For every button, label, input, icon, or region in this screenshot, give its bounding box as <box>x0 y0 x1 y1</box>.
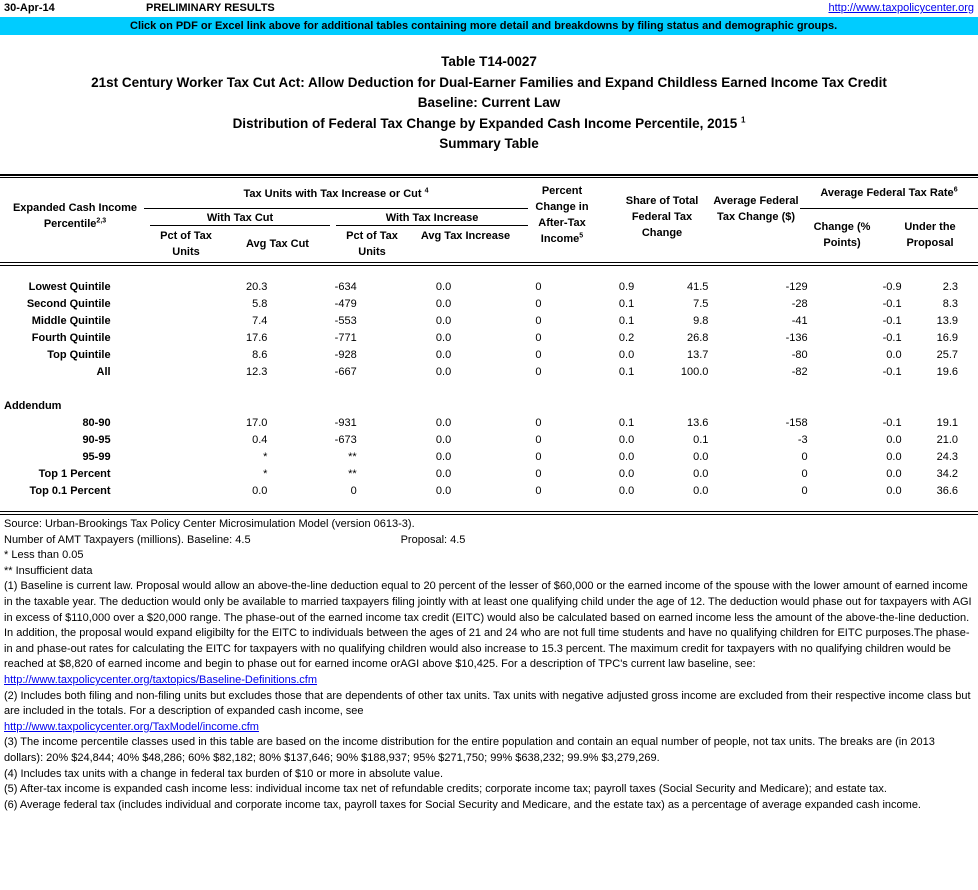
table-row <box>0 364 978 381</box>
table-cell: -158 <box>785 417 808 429</box>
table-cell: 0.0 <box>618 349 635 361</box>
row-label: Second Quintile <box>26 298 111 310</box>
table-cell: 7.4 <box>252 315 268 327</box>
table-cell: 0.1 <box>618 417 635 429</box>
table-cell: ** <box>348 468 357 480</box>
footnote-1: (1) Baseline is current law. Proposal would allow an above-the-line deduction equal to 20 percent of the lesser of $60,000 or the earned income of the spouse with the lower amount of earned income in the taxable year. The deduction would only be available to married taxpayers filing jointly with at least one qualifying child under the age of 12. The deduction would phase out for taxpayers with AGI in excess of $110,000 over a $20,000 range. The phase-out of the earned income tax credit (EITC) would also be calculated based on earned income less the amount of the above-the-line deduction. In addition, the proposal would expand eligibilty for the EITC to individuals between the ages of 21 and 24 who are not full time students and have no qualifying children for EITC purposes.The phase-in and phase-out rates for calculating the EITC for taxpayers with no qualifying children would also increase to 15.3 percent. The maximum credit for taxpayers with no qualifying children would be reached at $8,820 of earned income and begin to phase out for earned income orAGI above $10,425. For a description of TPC's current law baseline, see: <box>4 580 972 671</box>
table-cell: -479 <box>334 298 357 310</box>
row-label: 90-95 <box>82 434 111 446</box>
table-cell: 0.0 <box>435 451 452 463</box>
table-cell: 0.0 <box>618 485 635 497</box>
table-cell: 21.0 <box>936 434 958 446</box>
table-cell: 0.0 <box>886 485 902 497</box>
table-cell: * <box>263 468 268 480</box>
table-cell: 0 <box>801 451 808 463</box>
table-cell: -673 <box>334 434 357 446</box>
row-label: Top Quintile <box>47 349 111 361</box>
footnote-4: (4) Includes tax units with a change in federal tax burden of $10 or more in absolute value. <box>4 767 444 780</box>
table-cell: 0.0 <box>435 281 452 293</box>
top-bar <box>0 0 978 18</box>
table-cell: 0.0 <box>435 315 452 327</box>
tax-units-underline <box>144 208 528 209</box>
table-cell: 19.6 <box>936 366 958 378</box>
table-cell: * <box>263 451 268 463</box>
table-cell: -3 <box>797 434 808 446</box>
table-cell: -931 <box>334 417 357 429</box>
footnotes <box>4 517 976 813</box>
table-cell: 0 <box>350 485 357 497</box>
table-cell: -80 <box>791 349 808 361</box>
table-cell: 0.9 <box>618 281 635 293</box>
table-id: Table T14-0027 <box>441 54 537 69</box>
table-cell: 0.0 <box>886 468 902 480</box>
table-cell: 25.7 <box>936 349 958 361</box>
header-pct-change: Percent Change in After-Tax Income$^5$ <box>535 185 589 245</box>
row-label: Top 0.1 Percent <box>29 485 111 497</box>
table-row <box>0 296 978 313</box>
table-cell: 5.8 <box>252 298 268 310</box>
table-cell: 13.6 <box>687 417 709 429</box>
table-cell: 17.6 <box>245 332 268 344</box>
table-cell: 0.0 <box>693 451 709 463</box>
table-cell: 0.4 <box>252 434 268 446</box>
table-cell: 0.0 <box>886 451 902 463</box>
table-cell: 41.5 <box>687 281 709 293</box>
table-cell: 0.0 <box>435 366 452 378</box>
source-note: Source: Urban-Brookings Tax Policy Center Microsimulation Model (version 0613-3). <box>4 518 415 530</box>
footnote-6: (6) Average federal tax (includes individual and corporate income tax, payroll taxes for Social Security and Medicare, and the estate tax) as a percentage of average expanded cash income. <box>4 798 921 811</box>
header-avg-cut: Avg Tax Cut <box>246 238 309 250</box>
table-cell: 0 <box>801 485 808 497</box>
banner-text: Click on PDF or Excel link above for additional tables containing more detail and breakdowns by filing status and demographic groups. <box>130 20 838 32</box>
header-avg-change: Average Federal Tax Change ($) <box>713 195 799 223</box>
header-pct-units-increase: Pct of Tax Units <box>346 230 398 258</box>
table-cell: 0.0 <box>252 485 268 497</box>
table-name: 21st Century Worker Tax Cut Act: Allow Deduction for Dual-Earner Families and Expand Childless Earned Income Tax Credit <box>91 74 887 90</box>
table-row <box>0 449 978 466</box>
table-cell: 0.0 <box>435 349 452 361</box>
row-label: All <box>96 366 111 378</box>
table-cell: -0.1 <box>882 366 902 378</box>
table-cell: 0.1 <box>618 298 635 310</box>
table-bottom-rule-2 <box>0 514 978 515</box>
table-cell: 0 <box>535 417 542 429</box>
info-banner <box>0 17 978 35</box>
table-cell: 0.2 <box>618 332 635 344</box>
addendum-label: Addendum <box>4 400 62 412</box>
header-tax-units: Tax Units with Tax Increase or Cut $^4$ <box>243 187 429 200</box>
table-cell: -928 <box>334 349 357 361</box>
table-cell: 20.3 <box>245 281 268 293</box>
table-cell: 12.3 <box>245 366 268 378</box>
preliminary-label: PRELIMINARY RESULTS <box>146 2 275 14</box>
table-cell: 0.0 <box>886 434 902 446</box>
amt-note: Number of AMT Taxpayers (millions). Baseline: 4.5 Proposal: 4.5 <box>4 533 466 546</box>
baseline-title: Baseline: Current Law <box>417 95 561 110</box>
header-with-increase: With Tax Increase <box>385 212 479 224</box>
table-cell: -28 <box>791 298 808 310</box>
table-cell: 0 <box>535 298 542 310</box>
table-cell: 34.2 <box>936 468 958 480</box>
footnote-2: (2) Includes both filing and non-filing units but excludes those that are dependents of other tax units. Tax units with negative adjusted gross income are excluded from their respective income class but are included in the totals. For a description of expanded cash income, see <box>4 689 971 718</box>
header-avg-rate: Average Federal Tax Rate$^6$ <box>820 186 958 199</box>
row-label: Lowest Quintile <box>28 281 111 293</box>
table-cell: 0.0 <box>435 434 452 446</box>
table-row <box>0 279 978 296</box>
header-bottom-rule <box>0 262 978 263</box>
table-cell: 17.0 <box>245 417 268 429</box>
table-cell: 9.8 <box>693 315 709 327</box>
row-label: Fourth Quintile <box>31 332 111 344</box>
table-cell: 0 <box>535 434 542 446</box>
table-cell: -82 <box>791 366 808 378</box>
table-cell: 0 <box>535 451 542 463</box>
table-cell: 0 <box>535 468 542 480</box>
table-row <box>0 347 978 364</box>
table-cell: -553 <box>334 315 357 327</box>
table-row <box>0 330 978 347</box>
table-row <box>0 483 978 500</box>
table-cell: -129 <box>785 281 808 293</box>
table-cell: -0.9 <box>882 281 902 293</box>
table-cell: -136 <box>785 332 808 344</box>
table-cell: 0 <box>801 468 808 480</box>
table-row <box>0 466 978 483</box>
table-cell: 26.8 <box>687 332 709 344</box>
table-cell: 0.1 <box>693 434 709 446</box>
header-with-cut: With Tax Cut <box>206 212 274 224</box>
row-label: 95-99 <box>82 451 111 463</box>
table-cell: 0.0 <box>886 349 902 361</box>
row-label: Top 1 Percent <box>38 468 111 480</box>
table-cell: 0 <box>535 281 542 293</box>
row-label: 80-90 <box>82 417 111 429</box>
avg-rate-underline <box>800 208 978 209</box>
insufficient-note: ** Insufficient data <box>4 564 93 577</box>
table-cell: 0.0 <box>435 485 452 497</box>
header-avg-increase: Avg Tax Increase <box>420 230 511 242</box>
table-cell: 13.7 <box>687 349 709 361</box>
table-cell: -0.1 <box>882 298 902 310</box>
table-cell: 0.0 <box>435 298 452 310</box>
header-under-proposal: Under the Proposal <box>904 221 956 249</box>
footnote-3: (3) The income percentile classes used in this table are based on the income distribution for the entire population and contain an equal number of people, not tax units. The breaks are (in 2013 dollars): 20% $24,844; 40% $48,286; 60% $82,182; 80% $137,646; 90% $188,937; 95% $271,750; 99% $638,232; 99.9% $3,279,269. <box>4 736 935 764</box>
income-definition-link[interactable]: http://www.taxpolicycenter.org/TaxModel/income.cfm <box>4 720 259 733</box>
table-cell: 0 <box>535 315 542 327</box>
header-top-rule-2 <box>0 177 978 178</box>
table-cell: 0.0 <box>618 468 635 480</box>
table-cell: 0.0 <box>693 485 709 497</box>
footnote-5: (5) After-tax income is expanded cash income less: individual income tax net of refundable credits; corporate income tax; payroll taxes (Social Security and Medicare); and estate tax. <box>4 783 887 796</box>
less-than-note: * Less than 0.05 <box>4 549 84 562</box>
header-change-pts: Change (% Points) <box>813 221 871 249</box>
table-cell: ** <box>348 451 357 463</box>
table-cell: 0 <box>535 485 542 497</box>
table-cell: -667 <box>334 366 357 378</box>
table-row <box>0 415 978 432</box>
baseline-definitions-link[interactable]: http://www.taxpolicycenter.org/taxtopics/Baseline-Definitions.cfm <box>4 673 318 686</box>
table-cell: 2.3 <box>942 281 958 293</box>
table-cell: 0.0 <box>435 417 452 429</box>
table-bottom-rule <box>0 511 978 512</box>
table-cell: 0.0 <box>435 468 452 480</box>
table-row <box>0 432 978 449</box>
table-cell: 19.1 <box>936 417 958 429</box>
report-date: 30-Apr-14 <box>4 2 55 14</box>
data-table <box>0 279 978 500</box>
table-titles <box>0 52 978 155</box>
table-cell: 24.3 <box>936 451 958 463</box>
table-cell: 36.6 <box>936 485 958 497</box>
table-cell: 7.5 <box>693 298 709 310</box>
table-cell: 8.6 <box>252 349 268 361</box>
table-cell: -0.1 <box>882 332 902 344</box>
table-cell: 0 <box>535 366 542 378</box>
header-top-rule <box>0 174 978 176</box>
table-cell: -0.1 <box>882 417 902 429</box>
table-cell: 0.1 <box>618 366 635 378</box>
row-label: Middle Quintile <box>31 315 111 327</box>
table-cell: 0.0 <box>618 451 635 463</box>
table-cell: -771 <box>334 332 357 344</box>
table-cell: -0.1 <box>882 315 902 327</box>
distribution-title: Distribution of Federal Tax Change by Expanded Cash Income Percentile, 2015 $^1$ <box>232 115 746 131</box>
table-cell: 16.9 <box>936 332 958 344</box>
table-cell: 0 <box>535 332 542 344</box>
header-pct-units-cut: Pct of Tax Units <box>160 230 212 258</box>
table-cell: -41 <box>791 315 808 327</box>
summary-title: Summary Table <box>439 136 539 151</box>
table-cell: 0.0 <box>435 332 452 344</box>
table-cell: 8.3 <box>942 298 958 310</box>
table-cell: 0.1 <box>618 315 635 327</box>
table-cell: 0.0 <box>618 434 635 446</box>
table-cell: 0.0 <box>693 468 709 480</box>
header-bottom-rule-2 <box>0 265 978 266</box>
table-cell: -634 <box>334 281 357 293</box>
tpc-website-link[interactable]: http://www.taxpolicycenter.org <box>828 2 974 14</box>
table-cell: 0 <box>535 349 542 361</box>
header-row-label: Expanded Cash Income Percentile$^{2,3}$ <box>12 202 138 230</box>
table-cell: 100.0 <box>680 366 709 378</box>
table-cell: 13.9 <box>936 315 958 327</box>
header-share: Share of Total Federal Tax Change <box>625 195 699 239</box>
table-row <box>0 313 978 330</box>
